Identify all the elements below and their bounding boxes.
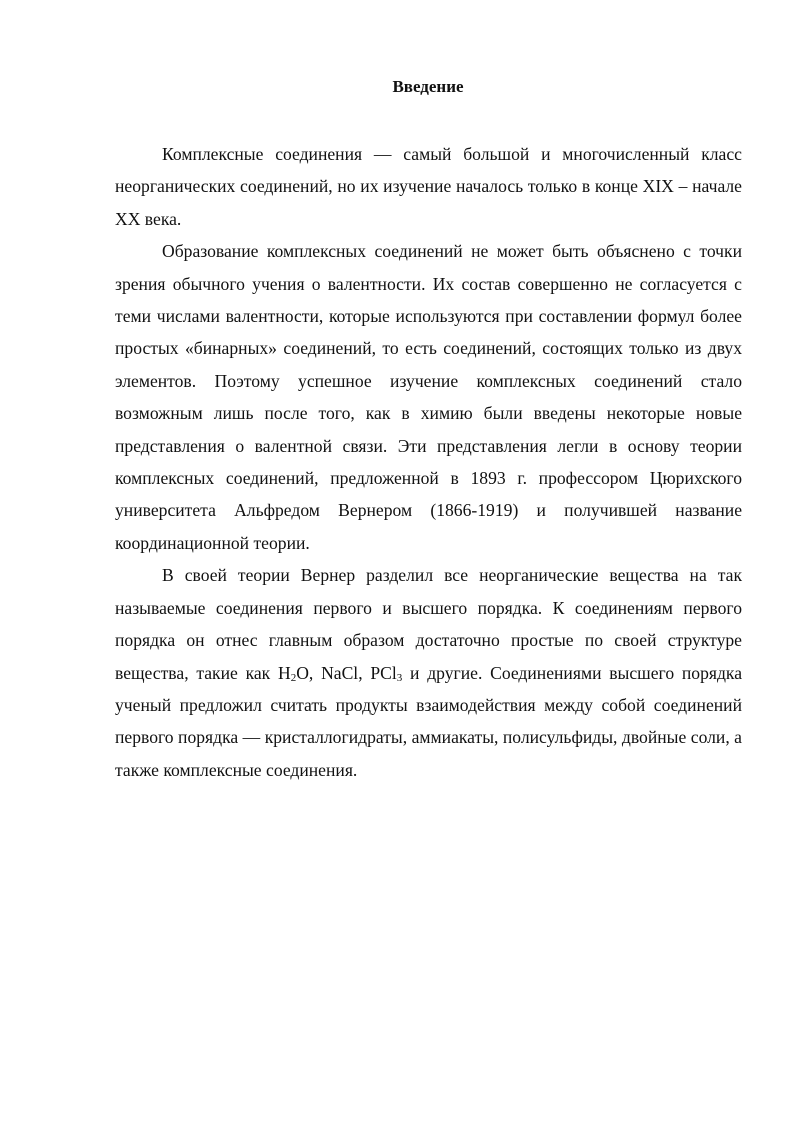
- formula-pcl3: [370, 663, 402, 683]
- document-body: [115, 138, 742, 786]
- paragraph-3-text-before: В своей теории Вернер разделил все неорганические вещества на так называемые соединения первого и высшего порядка. К соединениям первого порядка он отнес главным образом достаточно простые по своей структуре вещества, такие как: [115, 565, 742, 683]
- formula-nacl: NaCl: [321, 662, 359, 683]
- paragraph-2: Образование комплексных соединений не может быть объяснено с точки зрения обычного учения о валентности. Их состав совершенно не согласуется с теми числами валентности, которые используются при составлении формул более простых «бинарных» соединений, то есть соединений, состоящих только из двух элементов. Поэтому успешное изучение комплексных соединений стало возможным лишь после того, как в химию были введены некоторые новые представления о валентной связи. Эти представления легли в основу теории комплексных соединений, предложенной в 1893 г. профессором Цюрихского университета Альфредом Вернером (1866-1919) и получившей название координационной теории.: [115, 241, 742, 553]
- formula-pcl3-elements: PCl: [370, 662, 397, 683]
- formula-h2o: [278, 663, 309, 683]
- formula-pcl3-subscript: 3: [396, 671, 403, 684]
- paragraph-3: [115, 559, 742, 786]
- formula-h2o-element-h: H: [277, 662, 291, 683]
- formula-separator-2: ,: [358, 662, 371, 683]
- formula-separator-1: ,: [308, 662, 322, 683]
- page-title: Введение: [392, 77, 464, 96]
- formula-h2o-subscript: 2: [290, 671, 297, 684]
- paragraph-3-text-after: и другие. Соединениями высшего порядка ученый предложил считать продукты взаимодействия между собой соединений первого порядка — кристаллогидраты, аммиакаты, полисульфиды, двойные соли, а также комплексные соединения.: [115, 662, 743, 780]
- paragraph-1: Комплексные соединения — самый большой и многочисленный класс неорганических соединений, но их изучение началось только в конце XIX – начале XX века.: [115, 144, 742, 229]
- formula-h2o-element-o: O: [296, 662, 309, 683]
